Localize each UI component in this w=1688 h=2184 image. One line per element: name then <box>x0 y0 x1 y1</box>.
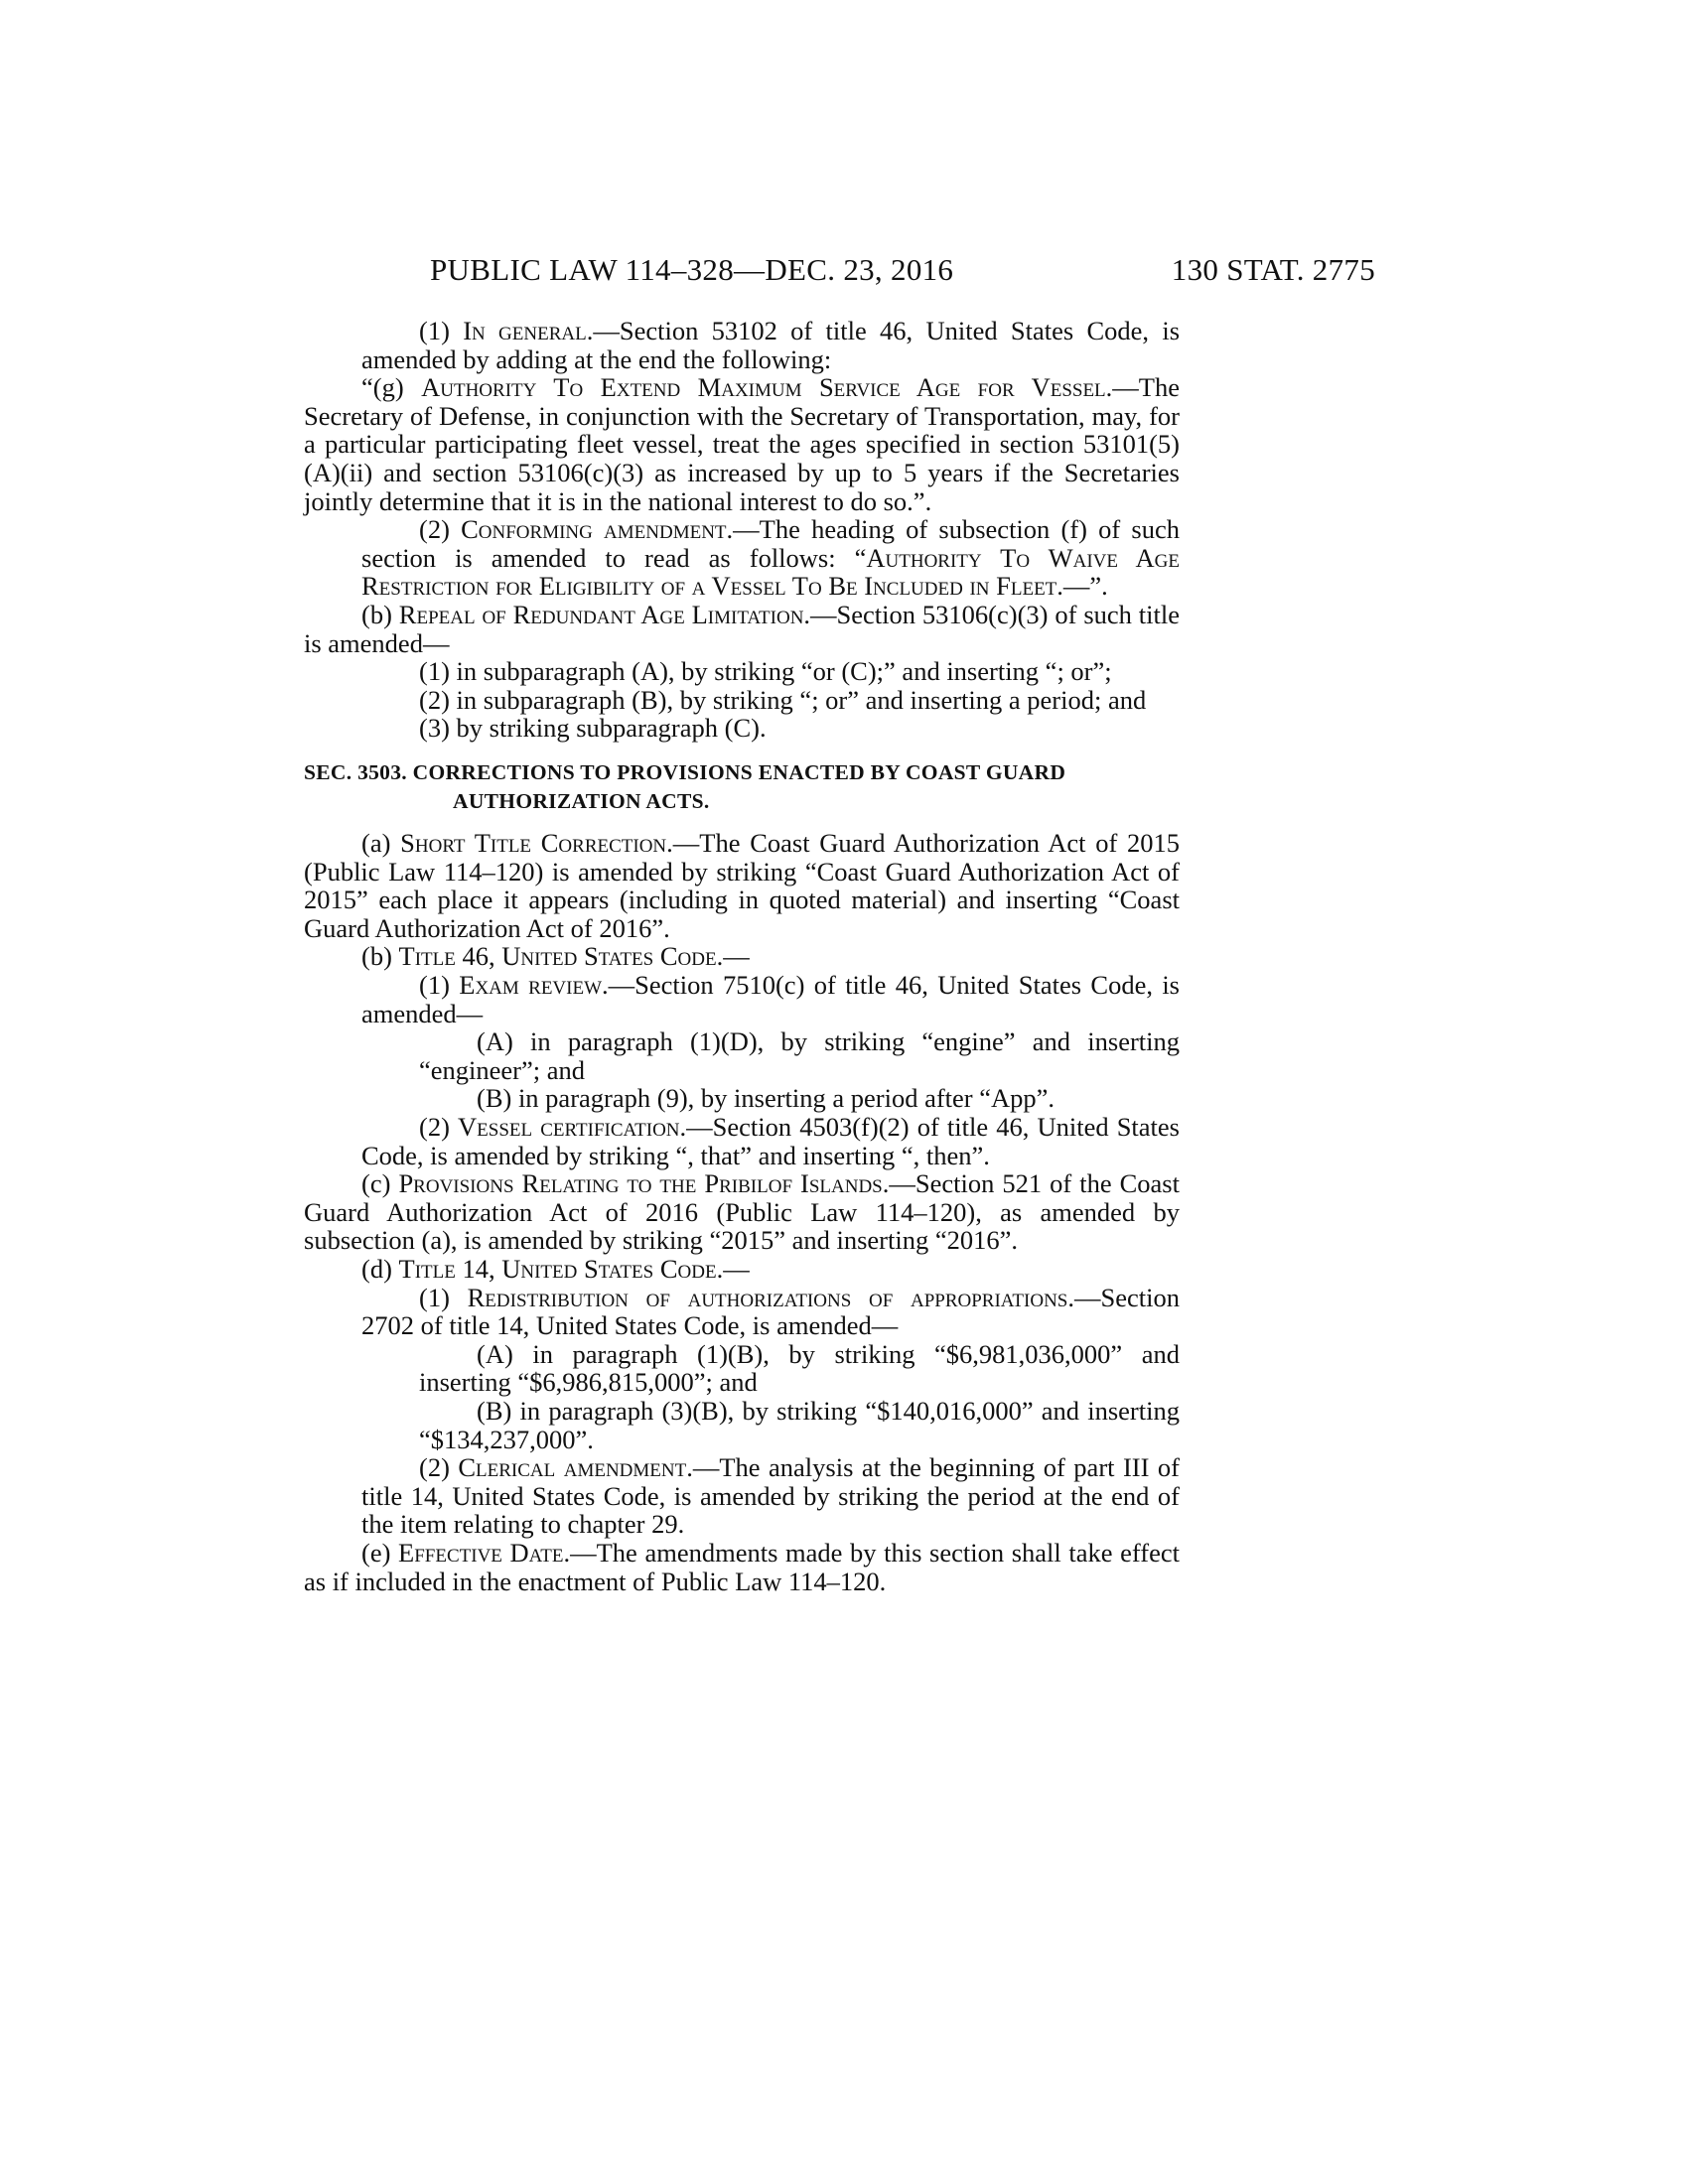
list-item: (B) in paragraph (3)(B), by striking “$140,016,000” and inserting “$134,237,000”. <box>419 1395 1180 1454</box>
subsection-b-title-46: (b) Title 46, United States Code.— <box>361 941 750 972</box>
document-body <box>304 317 1180 1595</box>
paragraph-quoted-subsection-g: “(g) Authority To Extend Maximum Service Age for Vessel.—The Secretary of Defense, in conjunction with the Secretary of Transportation, may, for a particular participating fleet vessel, treat the ages specified in section 53101(5)(A)(ii) and section 53106(c)(3) as increased by up to 5 years if the Secretaries jointly determine that it is in the national interest to do so.”. <box>304 372 1180 516</box>
list-item: (B) in paragraph (9), by inserting a period after “App”. <box>477 1083 1055 1114</box>
subsection-c-pribilof: (c) Provisions Relating to the Pribilof Islands.—Section 521 of the Coast Guard Authorization Act of 2016 (Public Law 114–120), as amended by subsection (a), is amended by striking “2015” and inserting “2016”. <box>304 1168 1180 1256</box>
subsection-d-title-14: (d) Title 14, United States Code.— <box>361 1254 750 1284</box>
public-law-title: PUBLIC LAW 114–328—DEC. 23, 2016 <box>430 252 954 287</box>
paragraph-conforming-amendment: (2) Conforming amendment.—The heading of subsection (f) of such section is amended to read as follows: “Authority To Waive Age Restriction for Eligibility of a Vessel To Be Included in Fleet.—”. <box>361 514 1181 602</box>
subsection-a-short-title: (a) Short Title Correction.—The Coast Guard Authorization Act of 2015 (Public Law 114–120) is amended by striking “Coast Guard Authorization Act of 2015” each place it appears (including in quoted material) and inserting “Coast Guard Authorization Act of 2016”. <box>304 828 1180 943</box>
list-item: (3) by striking subparagraph (C). <box>419 713 767 744</box>
paragraph-exam-review: (1) Exam review.—Section 7510(c) of title 46, United States Code, is amended— <box>361 970 1180 1028</box>
paragraph-vessel-certification: (2) Vessel certification.—Section 4503(f)(2) of title 46, United States Code, is amended by striking “, that” and inserting “, then”. <box>361 1112 1180 1170</box>
list-item: (A) in paragraph (1)(B), by striking “$6,981,036,000” and inserting “$6,986,815,000”; and <box>419 1338 1180 1398</box>
statute-page-reference: 130 STAT. 2775 <box>1171 252 1375 287</box>
section-heading: SEC. 3503. CORRECTIONS TO PROVISIONS ENACTED BY COAST GUARD AUTHORIZATION ACTS. <box>304 759 1066 813</box>
paragraph-redistribution: (1) Redistribution of authorizations of appropriations.—Section 2702 of title 14, United States Code, is amended— <box>361 1282 1180 1341</box>
list-item: (1) in subparagraph (A), by striking “or (C);” and inserting “; or”; <box>419 656 1112 687</box>
list-item: (A) in paragraph (1)(D), by striking “engine” and inserting “engineer”; and <box>419 1026 1180 1085</box>
subsection-e-effective-date: (e) Effective Date.—The amendments made by this section shall take effect as if included in the enactment of Public Law 114–120. <box>304 1537 1180 1596</box>
paragraph-in-general: (1) In general.—Section 53102 of title 46, United States Code, is amended by adding at the end the following: <box>361 316 1181 374</box>
list-item: (2) in subparagraph (B), by striking “; or” and inserting a period; and <box>419 684 1147 715</box>
running-header <box>298 252 1375 292</box>
paragraph-clerical-amendment: (2) Clerical amendment.—The analysis at the beginning of part III of title 14, United States Code, is amended by striking the period at the end of the item relating to chapter 29. <box>361 1452 1180 1540</box>
subsection-b-repeal: (b) Repeal of Redundant Age Limitation.—Section 53106(c)(3) of such title is amended— <box>304 599 1180 658</box>
